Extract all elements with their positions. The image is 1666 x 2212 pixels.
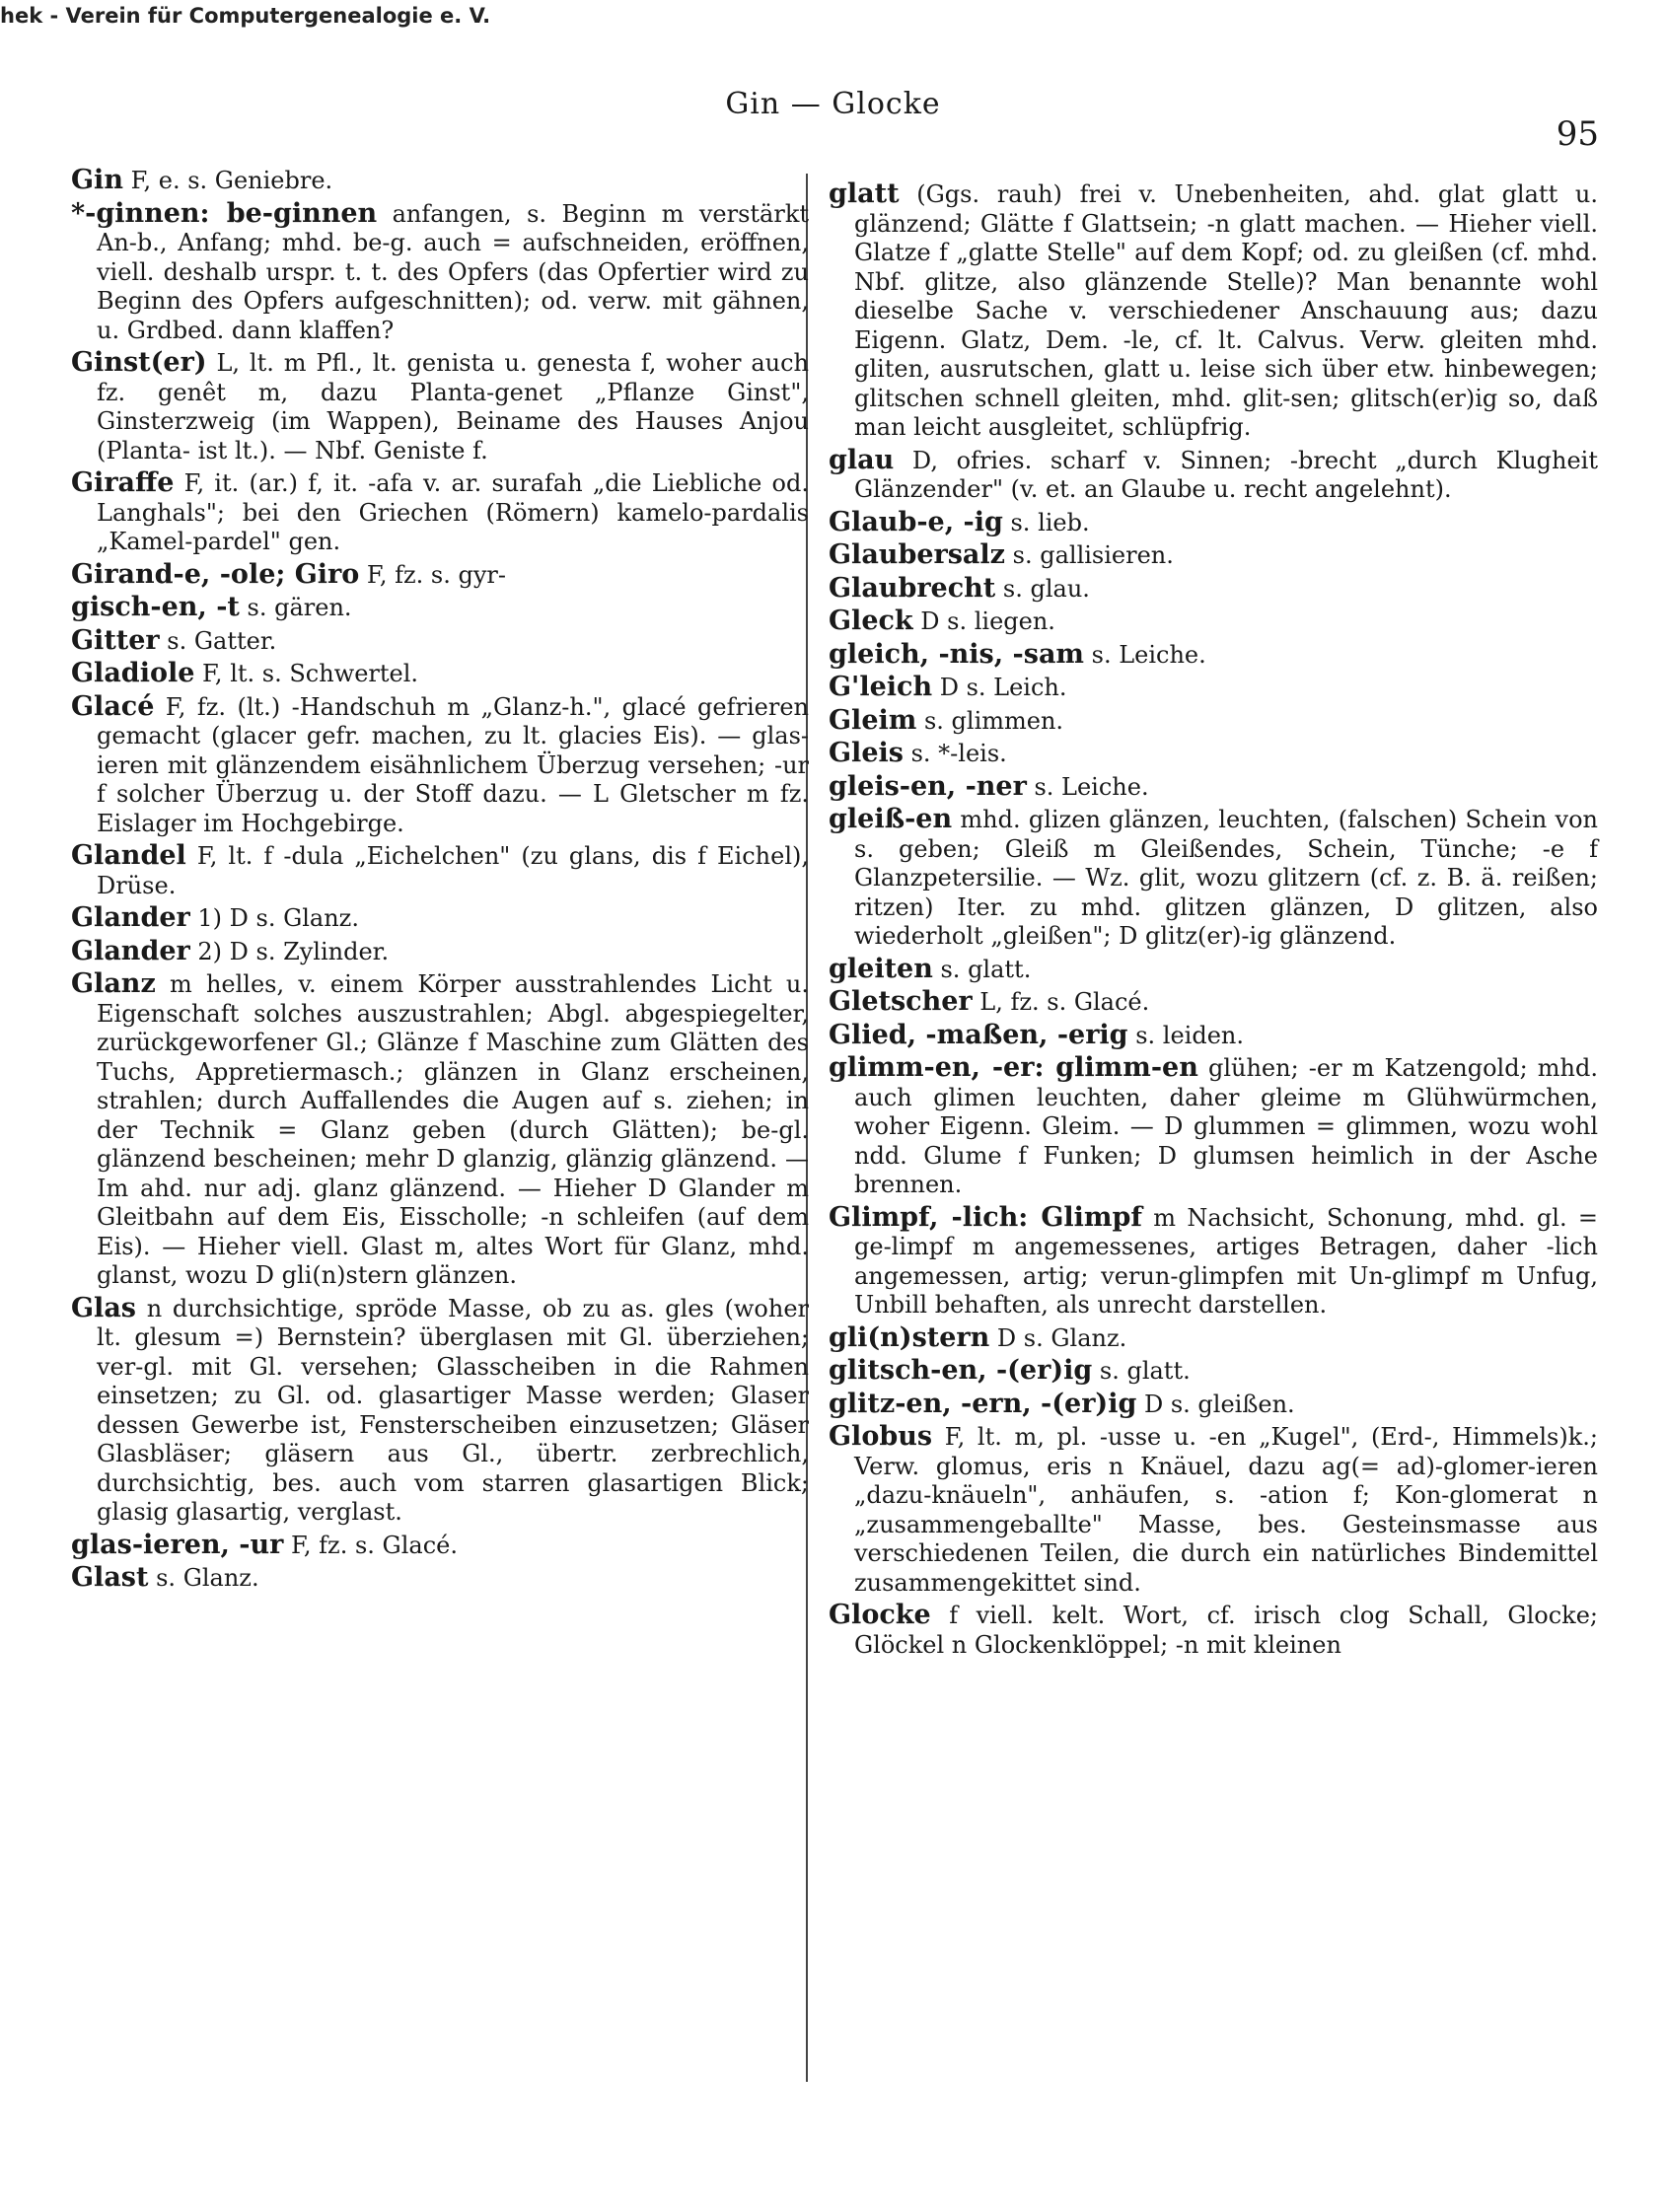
entry-text: s. gären. <box>239 594 352 621</box>
entry-headword: glau <box>829 444 895 475</box>
dictionary-entry <box>71 468 809 557</box>
entry-text: glühen; -er m Katzengold; mhd. auch glimen leuchten, daher gleime m Glühwürmchen, woher Eigenn. Gleim. — D glummen = glimmen, wozu wohl ndd. Glume f Funken; D glumsen heimlich in der Asche brennen. <box>854 1054 1598 1198</box>
left-column <box>71 166 809 1597</box>
entry-headword: glas-ieren, -ur <box>71 1529 284 1560</box>
entry-text: D s. Glanz. <box>989 1323 1127 1352</box>
entry-text: F, fz. s. gyr- <box>359 560 506 589</box>
entry-text: D s. gleißen. <box>1136 1390 1295 1418</box>
entry-text: mhd. glizen glänzen, leuchten, (falschen) Schein von s. geben; Gleiß m Gleißendes, Schein, Tünche; -e f Glanzpetersilie. — Wz. glit, wozu glitzern (cf. z. B. ä. reißen; ritzen) Iter. zu mhd. glitzen glänzen, D glitzen, also wiederholt „gleißen"; D glitz(er)-ig glänzend. <box>854 806 1598 950</box>
entry-headword: Glander <box>71 902 190 933</box>
entry-headword: gli(n)stern <box>829 1321 990 1353</box>
entry-headword: Glaub-e, -ig <box>829 506 1003 537</box>
entry-text: s. Glanz. <box>148 1564 259 1592</box>
dictionary-entry <box>829 706 1598 737</box>
entry-headword: gleiten <box>829 953 933 984</box>
running-head: Gin — Glocke <box>725 87 941 121</box>
dictionary-entry <box>71 969 809 1291</box>
dictionary-entry <box>829 772 1598 803</box>
entry-text: n durchsichtige, spröde Masse, ob zu as. gles (woher lt. glesum =) Bernstein? überglasen mit Gl. überziehen; ver-gl. mit Gl. versehen; Glasscheiben in die Rahmen einsetzen; zu Gl. od. glasartiger Masse werden; Glaser dessen Gewerbe ist, Fensterscheiben einzusetzen; Gläser Glasbläser; gläsern aus Gl., übertr. zerbrechlich, durchsichtig, bes. auch vom starren glasartigen Blick; glasig glasartig, verglast. <box>97 1294 809 1526</box>
entry-headword: Gleim <box>829 704 917 736</box>
dictionary-entry <box>71 841 809 900</box>
dictionary-entry <box>829 1601 1598 1660</box>
entry-headword: Globus <box>829 1421 933 1452</box>
entry-text: s. Leiche. <box>1026 772 1149 801</box>
entry-headword: Glocke <box>829 1600 931 1630</box>
entry-headword: Gladiole <box>71 658 195 688</box>
dictionary-entry <box>829 1323 1598 1354</box>
dictionary-entry <box>71 1294 809 1528</box>
dictionary-entry <box>829 508 1598 538</box>
dictionary-entry <box>829 739 1598 769</box>
dictionary-entry <box>71 166 809 196</box>
entry-text: F, lt. m, pl. -usse u. -en „Kugel", (Erd-, Himmels)k.; Verw. glomus, eris n Knäuel, dazu ag(= ad)-glomer-ieren „dazu-knäueln", anhäufen, s. -ation f; Kon-glomerat n „zusammengeballte" Masse, bes. Gesteinsmasse aus verschiedenen Teilen, die durch ein natürliches Bindemittel zusammengekittet sind. <box>854 1423 1598 1597</box>
dictionary-entry <box>71 626 809 657</box>
dictionary-entry <box>829 640 1598 671</box>
page-number: 95 <box>1556 114 1599 154</box>
entry-headword: glatt <box>829 178 900 209</box>
dictionary-entry <box>71 659 809 689</box>
entry-headword: Glas <box>71 1292 137 1323</box>
entry-headword: glitsch-en, -(er)ig <box>829 1355 1093 1386</box>
entry-headword: Ginst(er) <box>71 347 207 378</box>
entry-headword: Glander <box>71 935 190 966</box>
dictionary-entry <box>71 560 809 591</box>
dictionary-entry <box>71 348 809 465</box>
entry-headword: Glaubersalz <box>829 539 1006 570</box>
dictionary-entry <box>829 1053 1598 1200</box>
entry-text: s. Leiche. <box>1084 640 1206 669</box>
entry-headword: Gleck <box>829 606 913 636</box>
entry-headword: Gletscher <box>829 986 973 1017</box>
entry-headword: glitz-en, -ern, -(er)ig <box>829 1388 1137 1419</box>
dictionary-entry <box>71 1563 809 1594</box>
entry-text: F, lt. s. Schwertel. <box>194 660 419 687</box>
dictionary-entry <box>829 805 1598 952</box>
entry-headword: gleis-en, -ner <box>829 770 1027 802</box>
dictionary-entry <box>829 1422 1598 1598</box>
entry-headword: Giraffe <box>71 467 175 498</box>
dictionary-entry <box>71 593 809 623</box>
entry-headword: Glaubrecht <box>829 572 996 604</box>
entry-headword: Gin <box>71 165 123 195</box>
entry-headword: gisch-en, -t <box>71 592 240 622</box>
entry-text: m Nachsicht, Schonung, mhd. gl. = ge-limpf m angemessenes, artiges Betragen, daher -lich angemessen, artig; verun-glimpfen mit Un-glimpf m Unfug, Unbill behaften, als unrecht darstellen. <box>854 1203 1598 1319</box>
entry-headword: G'leich <box>829 672 933 702</box>
entry-text: F, fz. (lt.) -Handschuh m „Glanz-h.", glacé gefrieren gemacht (glacer gefr. machen, zu lt. glacies Eis). — glas-ieren mit glänzendem eisähnlichem Überzug versehen; -ur f solcher Überzug u. der Stoff dazu. — L Gletscher m fz. Eislager im Hochgebirge. <box>97 692 809 837</box>
entry-text: (Ggs. rauh) frei v. Unebenheiten, ahd. glat glatt u. glänzend; Glätte f Glattsein; -n glatt machen. — Hieher viell. Glatze f „glatte Stelle" auf dem Kopf; od. zu gleißen (cf. mhd. Nbf. glitze, also glänzende Stelle)? Man benannte wohl dieselbe Sache v. verschiedener Anschauung aus; dazu Eigenn. Glatz, Dem. -le, cf. lt. Calvus. Verw. gleiten mhd. gliten, ausrutschen, glatt u. leise sich über etw. hinbewegen; glitschen schnell gleiten, mhd. glit-sen; glitsch(er)ig so, daß man leicht ausgleitet, schlüpfrig. <box>854 180 1598 441</box>
entry-headword: Glimpf, -lich: Glimpf <box>829 1201 1142 1233</box>
entry-text: s. lieb. <box>1002 508 1090 536</box>
entry-text: F, fz. s. Glacé. <box>283 1531 458 1559</box>
dictionary-entry <box>71 692 809 839</box>
entry-text: s. glimmen. <box>916 706 1064 735</box>
dictionary-entry <box>829 179 1598 443</box>
entry-text: anfangen, s. Beginn m verstärkt An-b., Anfang; mhd. be-g. auch = aufschneiden, eröffnen, viell. deshalb urspr. t. t. des Opfers (das Opfertier wird zu Beginn des Opfers aufgeschnitten); od. verw. mit gähnen, u. Grdbed. dann klaffen? <box>97 199 810 344</box>
entry-text: 1) D s. Glanz. <box>189 904 359 932</box>
dictionary-entry <box>829 1021 1598 1051</box>
entry-headword: Gleis <box>829 738 904 768</box>
watermark: hek - Verein für Computergenealogie e. V. <box>0 4 491 28</box>
dictionary-entry <box>829 955 1598 985</box>
entry-headword: gleich, -nis, -sam <box>829 638 1085 670</box>
entry-text: L, fz. s. Glacé. <box>972 988 1150 1016</box>
dictionary-entry <box>829 1390 1598 1420</box>
entry-text: D s. liegen. <box>912 607 1055 635</box>
entry-text: D, ofries. scharf v. Sinnen; -brecht „durch Klugheit Glänzender" (v. et. an Glaube u. recht angelehnt). <box>854 446 1598 503</box>
entry-text: s. glatt. <box>932 955 1032 983</box>
dictionary-entry <box>829 1356 1598 1387</box>
entry-text: s. leiden. <box>1127 1021 1244 1049</box>
entry-text: F, lt. f -dula „Eichelchen" (zu glans, dis f Eichel), Drüse. <box>97 842 809 899</box>
right-column <box>829 179 1598 1663</box>
entry-headword: Gitter <box>71 624 160 656</box>
entry-headword: Glacé <box>71 690 155 722</box>
entry-text: 2) D s. Zylinder. <box>189 937 390 965</box>
entry-text: L, lt. m Pfl., lt. genista u. genesta f, woher auch fz. genêt m, dazu Planta-genet „Pflanze Ginst", Ginsterzweig (im Wappen), Beiname des Hauses Anjou (Planta- ist lt.). — Nbf. Geniste f. <box>97 349 809 464</box>
entry-text: s. gallisieren. <box>1005 541 1174 569</box>
dictionary-entry <box>829 446 1598 505</box>
entry-headword: Glast <box>71 1562 149 1593</box>
dictionary-entry <box>829 673 1598 703</box>
entry-headword: gleiß-en <box>829 804 953 834</box>
entry-text: m helles, v. einem Körper ausstrahlendes Licht u. Eigenschaft solches auszustrahlen; Abgl. abgespiegelter, zurückgeworfener Gl.; Glänze f Maschine zum Glätten des Tuchs, Appretiermasch.; glänzen in Glanz erscheinen, strahlen; durch Auffallendes die Augen auf s. ziehen; in der Technik = Glanz geben (durch Glätten); be-gl. glänzend bescheinen; mehr D glanzig, glänzig glänzend. — Im ahd. nur adj. glanz glänzend. — Hieher D Glander m Gleitbahn auf dem Eis, Eisscholle; -n schleifen (auf dem Eis). — Hieher viell. Glast m, altes Wort für Glanz, mhd. glanst, wozu D gli(n)stern glänzen. <box>97 970 809 1289</box>
dictionary-entry <box>71 903 809 934</box>
entry-headword: *-ginnen: be-ginnen <box>71 197 378 229</box>
dictionary-entry <box>71 199 809 346</box>
entry-headword: Girand-e, -ole; Giro <box>71 558 360 590</box>
dictionary-entry <box>829 574 1598 605</box>
entry-headword: glimm-en, -er: glimm-en <box>829 1052 1198 1083</box>
entry-text: F, e. s. Geniebre. <box>122 167 333 194</box>
dictionary-entry <box>829 1203 1598 1320</box>
dictionary-entry <box>829 607 1598 637</box>
entry-text: D s. Leich. <box>932 674 1067 701</box>
entry-text: f viell. kelt. Wort, cf. irisch clog Schall, Glocke; Glöckel n Glockenklöppel; -n mit kleinen <box>854 1602 1598 1659</box>
entry-text: s. glau. <box>995 574 1090 603</box>
dictionary-entry <box>71 1531 809 1561</box>
dictionary-entry <box>829 540 1598 571</box>
entry-headword: Glanz <box>71 968 156 999</box>
entry-headword: Glandel <box>71 840 186 871</box>
entry-text: s. *-leis. <box>903 740 1007 767</box>
entry-text: s. Gatter. <box>159 626 277 655</box>
entry-headword: Glied, -maßen, -erig <box>829 1019 1128 1050</box>
entry-text: F, it. (ar.) f, it. -afa v. ar. surafah „die Liebliche od. Langhals"; bei den Griechen (Römern) kamelo-pardalis „Kamel-pardel" gen. <box>97 469 809 555</box>
dictionary-entry <box>71 937 809 967</box>
dictionary-entry <box>829 987 1598 1018</box>
entry-text: s. glatt. <box>1092 1357 1191 1385</box>
